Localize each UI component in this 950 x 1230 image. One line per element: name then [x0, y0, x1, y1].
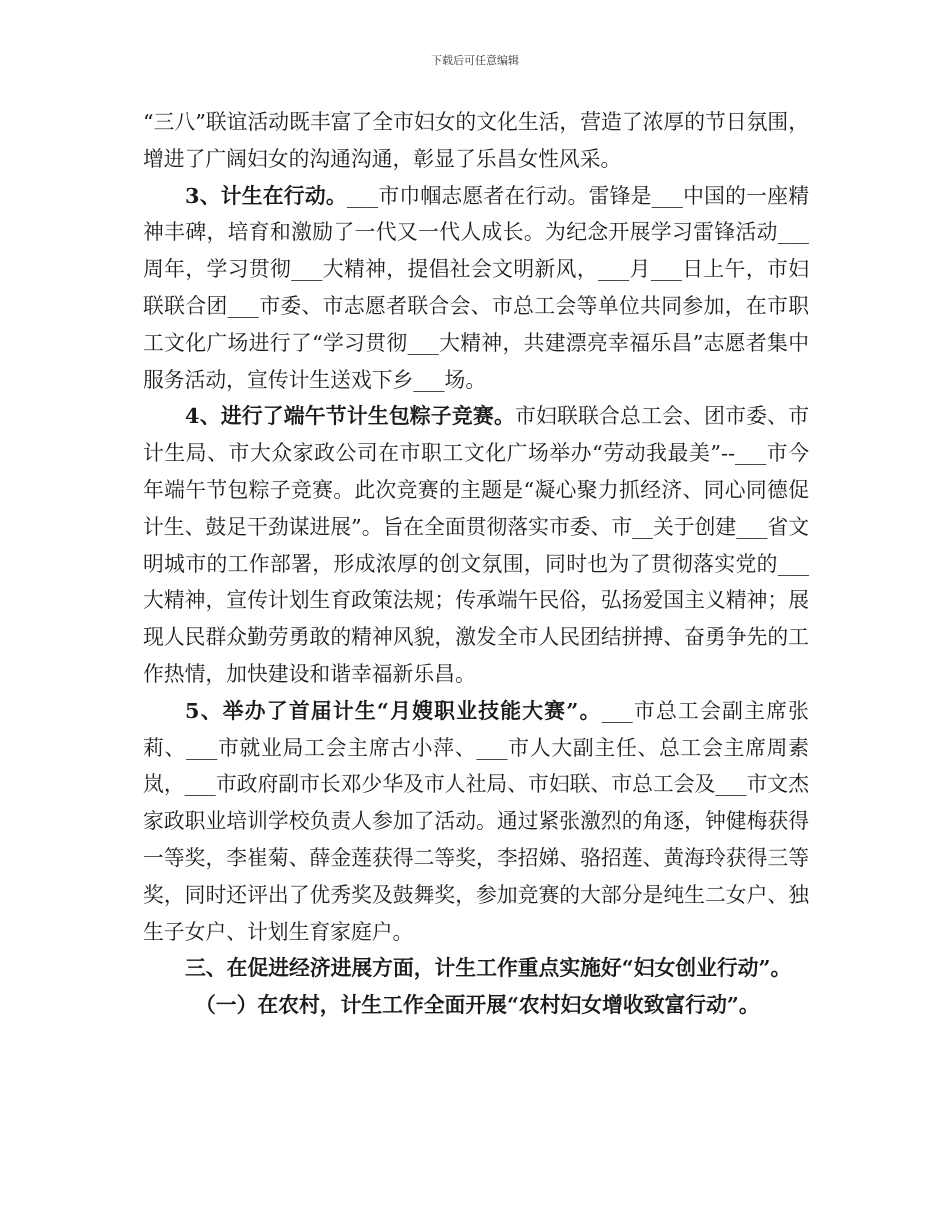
- page-header: 下载后可任意编辑: [431, 54, 519, 67]
- item-heading: 5、举办了首届计生“月嫂职业技能大赛”。: [185, 697, 602, 723]
- paragraph-item-3: [143, 178, 809, 399]
- section-heading: 三、在促进经济进展方面，计生工作重点实施好“妇女创业行动”。: [185, 955, 792, 981]
- paragraph-item-4: [143, 398, 809, 692]
- sub-heading: （一）在农村，计生工作全面开展“农村妇女增收致富行动”。: [195, 992, 760, 1018]
- paragraph-text: 市妇联联合总工会、团市委、市计生局、市大众家政公司在市职工文化广场举办“劳动我最美”--___市今年端午节包粽子竞赛。此次竞赛的主题是“凝心聚力抓经济、同心同德促计生、鼓足干劲谋进展”。旨在全面贯彻落实市委、市__关于创建___省文明城市的工作部署，形成浓厚的创文氛围，同时也为了贯彻落实党的___大精神，宣传计划生育政策法规；传承端午民俗，弘扬爱国主义精神；展现人民群众勤劳勇敢的精神风貌，激发全市人民团结拼搏、奋勇争先的工作热情，加快建设和谐幸福新乐昌。: [143, 404, 809, 686]
- document-body: [143, 104, 809, 1024]
- paragraph-text: ___市总工会副主席张莉、___市就业局工会主席古小萍、___市人大副主任、总工会主席周素岚，___市政府副市长邓少华及市人社局、市妇联、市总工会及___市文杰家政职业培训学校负责人参加了活动。通过紧张激烈的角逐，钟健梅获得一等奖，李崔菊、薛金莲获得二等奖，李招娣、骆招莲、黄海玲获得三等奖，同时还评出了优秀奖及鼓舞奖，参加竞赛的大部分是纯生二女户、独生子女户、计划生育家庭户。: [143, 698, 809, 944]
- item-heading: 4、进行了端午节计生包粽子竞赛。: [185, 403, 515, 429]
- paragraph-continuation: [143, 104, 809, 178]
- paragraph-item-5: [143, 693, 809, 951]
- paragraph-text: ___市巾帼志愿者在行动。雷锋是___中国的一座精神丰碑，培育和激励了一代又一代人成长。为纪念开展学习雷锋活动___周年，学习贯彻___大精神，提倡社会文明新风，___月___日上午，市妇联联合团___市委、市志愿者联合会、市总工会等单位共同参加，在市职工文化广场进行了“学习贯彻___大精神，共建漂亮幸福乐昌”志愿者集中服务活动，宣传计生送戏下乡___场。: [143, 183, 809, 392]
- paragraph-text: “三八”联谊活动既丰富了全市妇女的文化生活，营造了浓厚的节日氛围，增进了广阔妇女的沟通沟通，彰显了乐昌女性风采。: [143, 110, 809, 171]
- item-heading: 3、计生在行动。: [185, 182, 347, 208]
